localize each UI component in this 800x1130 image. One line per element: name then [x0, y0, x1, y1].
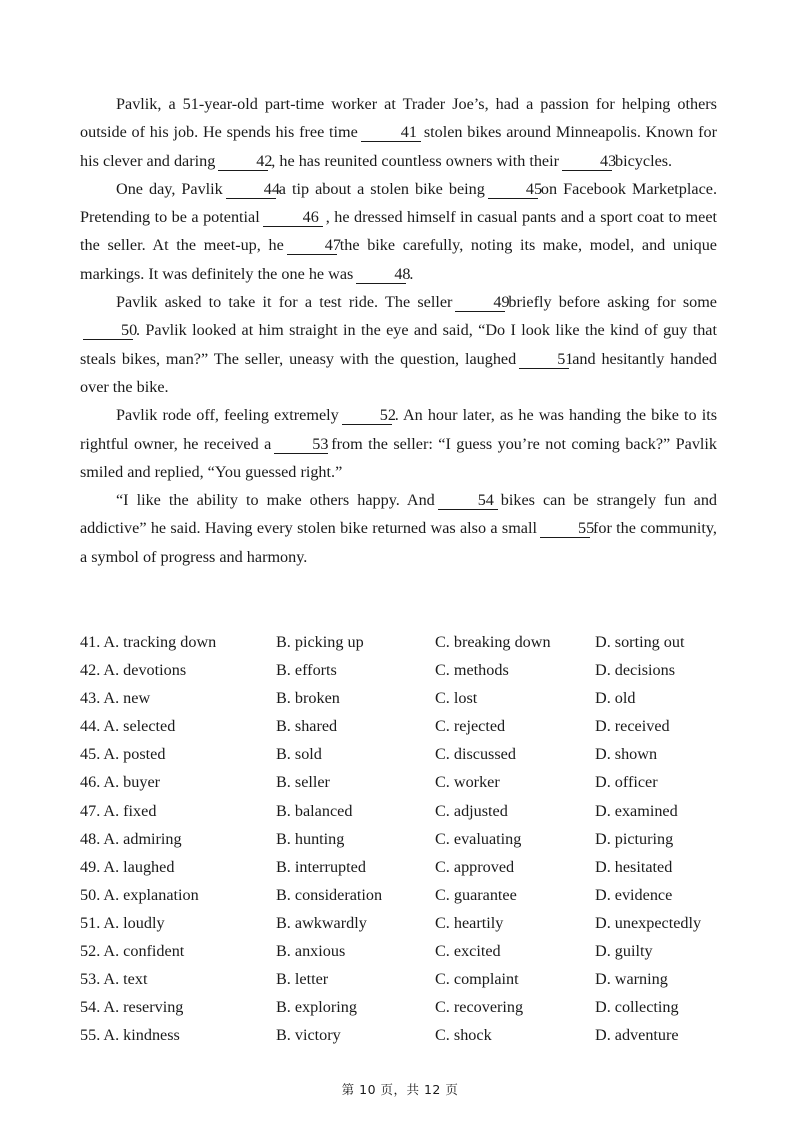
blank-51: 51 — [519, 350, 569, 369]
blank-41: 41 — [361, 123, 421, 142]
option-c: C. complaint — [435, 970, 519, 989]
option-b: B. efforts — [276, 661, 337, 680]
option-d: D. examined — [595, 801, 678, 820]
option-c: C. recovering — [435, 998, 524, 1017]
option-b: B. anxious — [276, 942, 346, 961]
option-row-46 — [80, 768, 740, 796]
option-c: C. worker — [435, 773, 500, 792]
option-row-48 — [80, 825, 740, 853]
option-a: 45. A. posted — [80, 745, 166, 764]
option-row-41 — [80, 628, 740, 656]
option-b: B. picking up — [276, 633, 364, 651]
paragraph-1: Pavlik, a 51-year-old part-time worker at Trader Joe’s, had a passion for helping others outside of his job. He spends his free time 41 stolen bikes around Minneapolis. Known for his clever and daring 42, he has reunited countless owners with their 43bicycles. — [80, 95, 717, 170]
cloze-passage — [80, 90, 717, 571]
paragraph-2: One day, Pavlik 44a tip about a stolen bike being 45on Facebook Marketplace. Pretending to be a potential 46 , he dressed himself in casual pants and a sport coat to meet the seller. At the meet-up, he 47the bike carefully, noting its make, model, and unique markings. It was definitely the one he was 48. — [80, 179, 718, 283]
option-d: D. unexpectedly — [595, 913, 702, 932]
option-row-50 — [80, 881, 740, 909]
option-row-52 — [80, 937, 740, 965]
option-row-49 — [80, 853, 740, 881]
option-c: C. discussed — [435, 745, 516, 764]
option-a: 46. A. buyer — [80, 773, 161, 792]
option-b: B. broken — [276, 689, 340, 708]
option-row-44 — [80, 712, 740, 740]
option-b: B. letter — [276, 970, 329, 989]
blank-52: 52 — [342, 406, 392, 425]
option-d: D. decisions — [595, 661, 676, 680]
option-d: D. warning — [595, 970, 668, 989]
option-a: 55. A. kindness — [80, 1026, 180, 1045]
option-row-55 — [80, 1021, 740, 1049]
option-b: B. sold — [276, 745, 322, 764]
blank-44: 44 — [226, 180, 276, 199]
option-c: C. lost — [435, 689, 478, 708]
blank-42: 42 — [218, 152, 268, 171]
option-c: C. methods — [435, 661, 509, 680]
option-d: D. evidence — [595, 885, 673, 904]
option-row-42 — [80, 656, 740, 684]
blank-43: 43 — [562, 152, 612, 171]
option-a: 43. A. new — [80, 689, 151, 708]
paragraph-3: Pavlik asked to take it for a test ride. The seller 49briefly before asking for some50. Pavlik looked at him straight in the eye and said, “Do I look like the kind of guy that steals bikes, man?” The seller, uneasy with the question, laughed 51and hesitantly handed over the bike. — [80, 293, 717, 396]
option-b: B. consideration — [276, 885, 383, 904]
option-c: C. heartily — [435, 913, 504, 932]
blank-55: 55 — [540, 519, 590, 538]
option-row-45 — [80, 740, 740, 768]
page-footer: 第 10 页，共 12 页 — [341, 1082, 459, 1097]
option-d: D. old — [595, 689, 636, 708]
option-d: D. shown — [595, 745, 658, 764]
answer-options — [80, 628, 740, 1049]
option-a: 52. A. confident — [80, 942, 185, 961]
blank-47: 47 — [287, 236, 337, 255]
option-d: D. collecting — [595, 998, 679, 1017]
option-c: C. approved — [435, 857, 515, 876]
option-row-47 — [80, 797, 740, 825]
option-a: 48. A. admiring — [80, 829, 182, 848]
option-a: 42. A. devotions — [80, 661, 187, 680]
blank-46: 46 — [263, 208, 323, 227]
option-d: D. adventure — [595, 1026, 679, 1045]
blank-49: 49 — [455, 293, 505, 312]
option-a: 51. A. loudly — [80, 913, 165, 932]
option-c: C. shock — [435, 1026, 492, 1045]
paragraph-5: “I like the ability to make others happy. And 54 bikes can be strangely fun and addictive” he said. Having every stolen bike returned was also a small 55for the community, a symbol of progress and harmony. — [80, 491, 718, 566]
option-c: C. excited — [435, 942, 501, 961]
option-b: B. awkwardly — [276, 913, 367, 932]
option-b: B. seller — [276, 773, 330, 792]
option-a: 50. A. explanation — [80, 885, 199, 904]
option-b: B. exploring — [276, 998, 357, 1017]
option-a: 54. A. reserving — [80, 998, 184, 1017]
option-row-53 — [80, 965, 740, 993]
option-d: D. received — [595, 717, 670, 736]
option-row-51 — [80, 909, 740, 937]
option-d: D. picturing — [595, 829, 674, 848]
option-d: D. officer — [595, 773, 658, 792]
option-a: 44. A. selected — [80, 717, 176, 736]
option-b: B. hunting — [276, 829, 345, 848]
option-d: D. guilty — [595, 942, 653, 961]
option-c: C. adjusted — [435, 801, 508, 820]
option-c: C. breaking down — [435, 633, 551, 651]
option-d: D. sorting out — [595, 633, 685, 651]
option-b: B. balanced — [276, 801, 353, 820]
option-a: 53. A. text — [80, 970, 148, 989]
blank-45: 45 — [488, 180, 538, 199]
option-b: B. victory — [276, 1026, 341, 1045]
option-b: B. interrupted — [276, 857, 366, 876]
option-c: C. guarantee — [435, 885, 517, 904]
option-a: 47. A. fixed — [80, 801, 157, 820]
option-row-54 — [80, 993, 740, 1021]
paragraph-4: Pavlik rode off, feeling extremely 52. An hour later, as he was handing the bike to its rightful owner, he received a 53 from the seller: “I guess you’re not coming back?” Pavlik smiled and replied, “You guessed right.” — [80, 406, 717, 481]
option-c: C. evaluating — [435, 829, 522, 848]
option-a: 41. A. tracking down — [80, 633, 217, 651]
option-b: B. shared — [276, 717, 338, 736]
blank-54: 54 — [438, 491, 498, 510]
blank-50: 50 — [83, 321, 133, 340]
blank-48: 48 — [356, 265, 406, 284]
blank-53: 53 — [274, 435, 328, 454]
option-c: C. rejected — [435, 717, 506, 736]
option-a: 49. A. laughed — [80, 857, 175, 876]
option-d: D. hesitated — [595, 857, 673, 876]
option-row-43 — [80, 684, 740, 712]
